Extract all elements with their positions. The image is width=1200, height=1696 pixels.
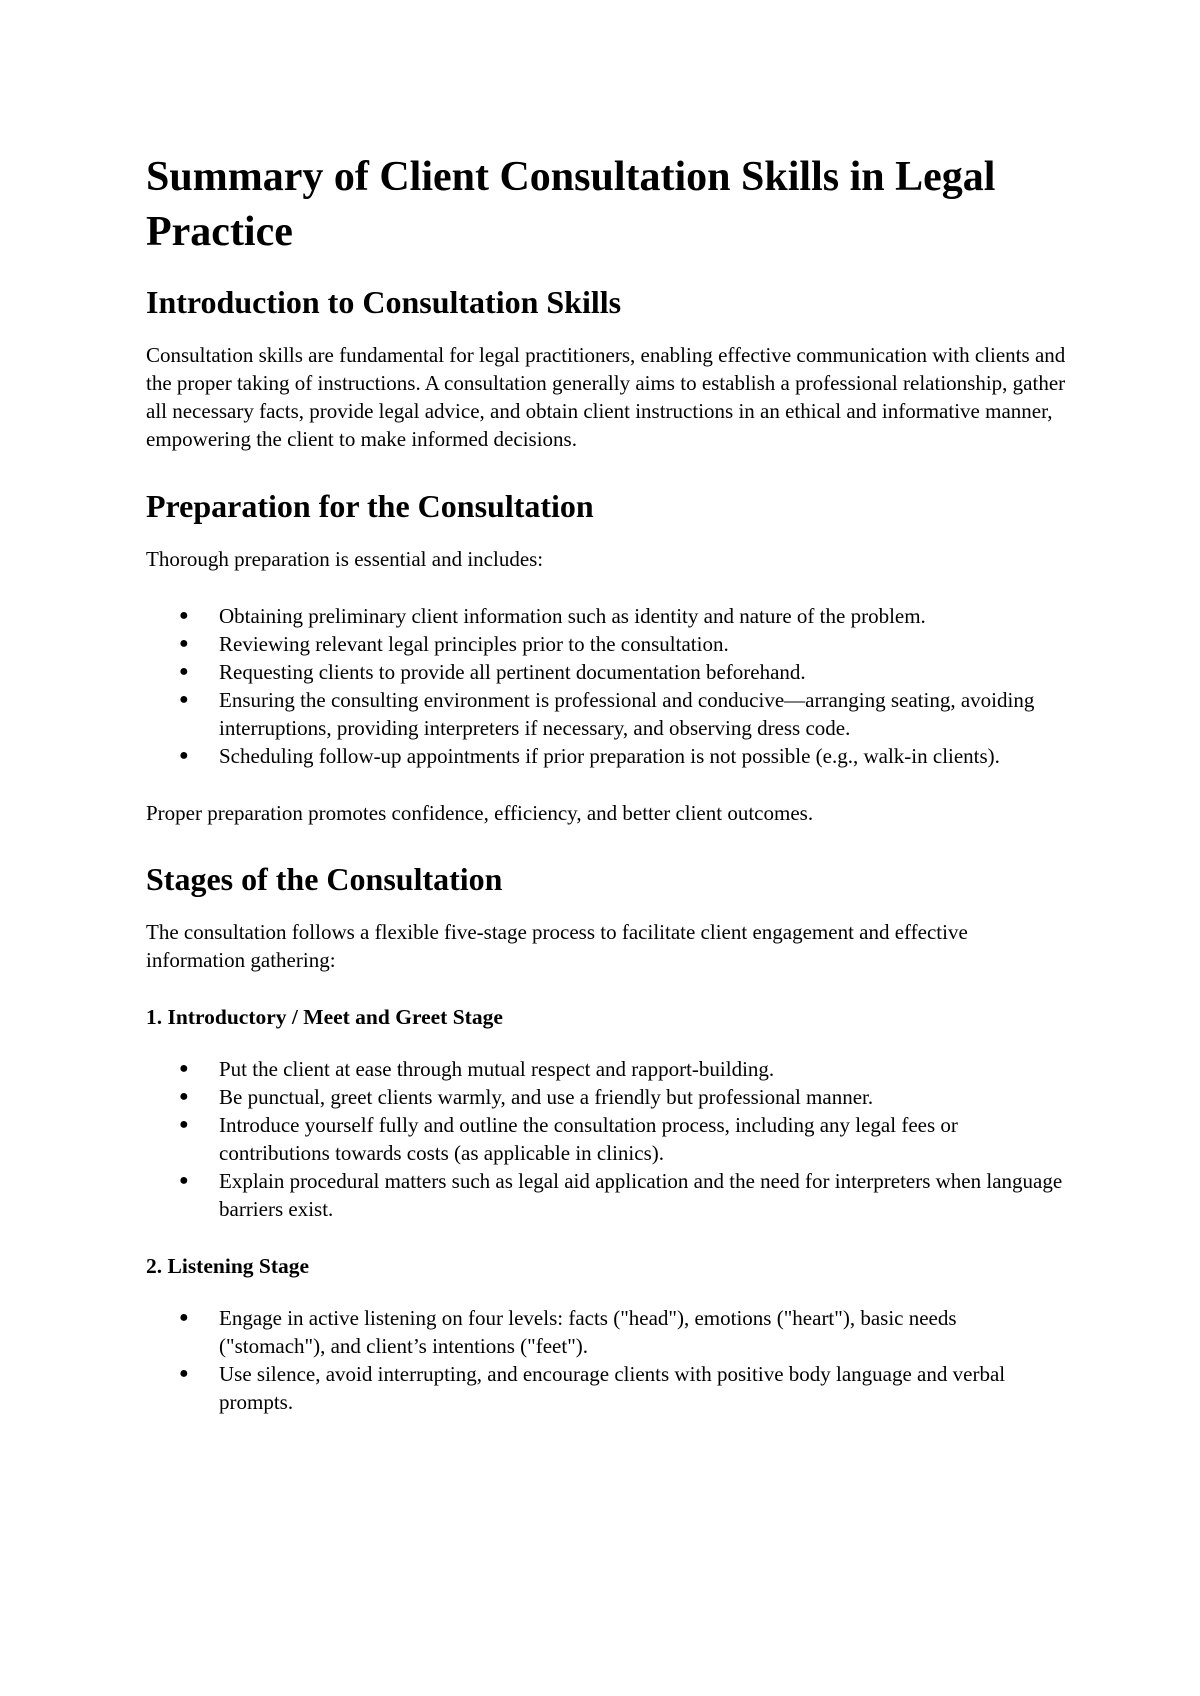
list-item: ● Be punctual, greet clients warmly, and use a friendly but professional manner. bbox=[179, 1085, 874, 1109]
list-item: ● Introduce yourself fully and outline the consultation process, including any legal fees or contributions towards costs (as applicable in clinics). bbox=[179, 1113, 958, 1165]
preparation-list bbox=[146, 602, 1066, 770]
bullet-icon: ● bbox=[179, 1309, 189, 1326]
bullet-icon: ● bbox=[179, 1365, 189, 1382]
bullet-icon: ● bbox=[179, 607, 189, 624]
document-page bbox=[146, 150, 1066, 1445]
section-heading-preparation: Preparation for the Consultation bbox=[146, 488, 594, 524]
list-item: ● Explain procedural matters such as legal aid application and the need for interpreters when language barriers exist. bbox=[179, 1169, 1063, 1221]
stages-lead: The consultation follows a flexible five-stage process to facilitate client engagement and effective information gathering: bbox=[146, 920, 968, 972]
bullet-icon: ● bbox=[179, 691, 189, 708]
introduction-paragraph: Consultation skills are fundamental for legal practitioners, enabling effective communication with clients and the proper taking of instructions. A consultation generally aims to establish a professional relationship, gather all necessary facts, provide legal advice, and obtain client instructions in an ethical and informative manner, empowering the client to make informed decisions. bbox=[146, 343, 1066, 451]
stage-heading-listening: 2. Listening Stage bbox=[146, 1254, 310, 1278]
bullet-icon: ● bbox=[179, 663, 189, 680]
section-heading-stages: Stages of the Consultation bbox=[146, 861, 503, 897]
list-item: ● Ensuring the consulting environment is professional and conducive—arranging seating, avoiding interruptions, providing interpreters if necessary, and observing dress code. bbox=[179, 688, 1035, 740]
preparation-lead: Thorough preparation is essential and includes: bbox=[146, 547, 544, 571]
list-item: ● Use silence, avoid interrupting, and encourage clients with positive body language and verbal prompts. bbox=[179, 1362, 1006, 1414]
stage-heading-introductory: 1. Introductory / Meet and Greet Stage bbox=[146, 1005, 503, 1029]
bullet-icon: ● bbox=[179, 635, 189, 652]
stage-introductory-list bbox=[146, 1055, 1066, 1223]
list-item: ● Engage in active listening on four levels: facts ("head"), emotions ("heart"), basic needs ("stomach"), and client’s intentions ("feet"). bbox=[179, 1306, 957, 1358]
list-item: ● Reviewing relevant legal principles prior to the consultation. bbox=[179, 632, 729, 656]
list-item: ● Put the client at ease through mutual respect and rapport-building. bbox=[179, 1057, 775, 1081]
bullet-icon: ● bbox=[179, 1116, 189, 1133]
section-heading-introduction: Introduction to Consultation Skills bbox=[146, 284, 622, 320]
document-title: Summary of Client Consultation Skills in Legal Practice bbox=[146, 154, 996, 255]
bullet-icon: ● bbox=[179, 1172, 189, 1189]
bullet-icon: ● bbox=[179, 1088, 189, 1105]
list-item: ● Requesting clients to provide all pertinent documentation beforehand. bbox=[179, 660, 806, 684]
bullet-icon: ● bbox=[179, 747, 189, 764]
list-item: ● Obtaining preliminary client information such as identity and nature of the problem. bbox=[179, 604, 926, 628]
bullet-icon: ● bbox=[179, 1060, 189, 1077]
list-item: ● Scheduling follow-up appointments if prior preparation is not possible (e.g., walk-in clients). bbox=[179, 744, 1000, 768]
preparation-closing: Proper preparation promotes confidence, efficiency, and better client outcomes. bbox=[146, 801, 814, 825]
stage-listening-list bbox=[146, 1304, 1066, 1416]
